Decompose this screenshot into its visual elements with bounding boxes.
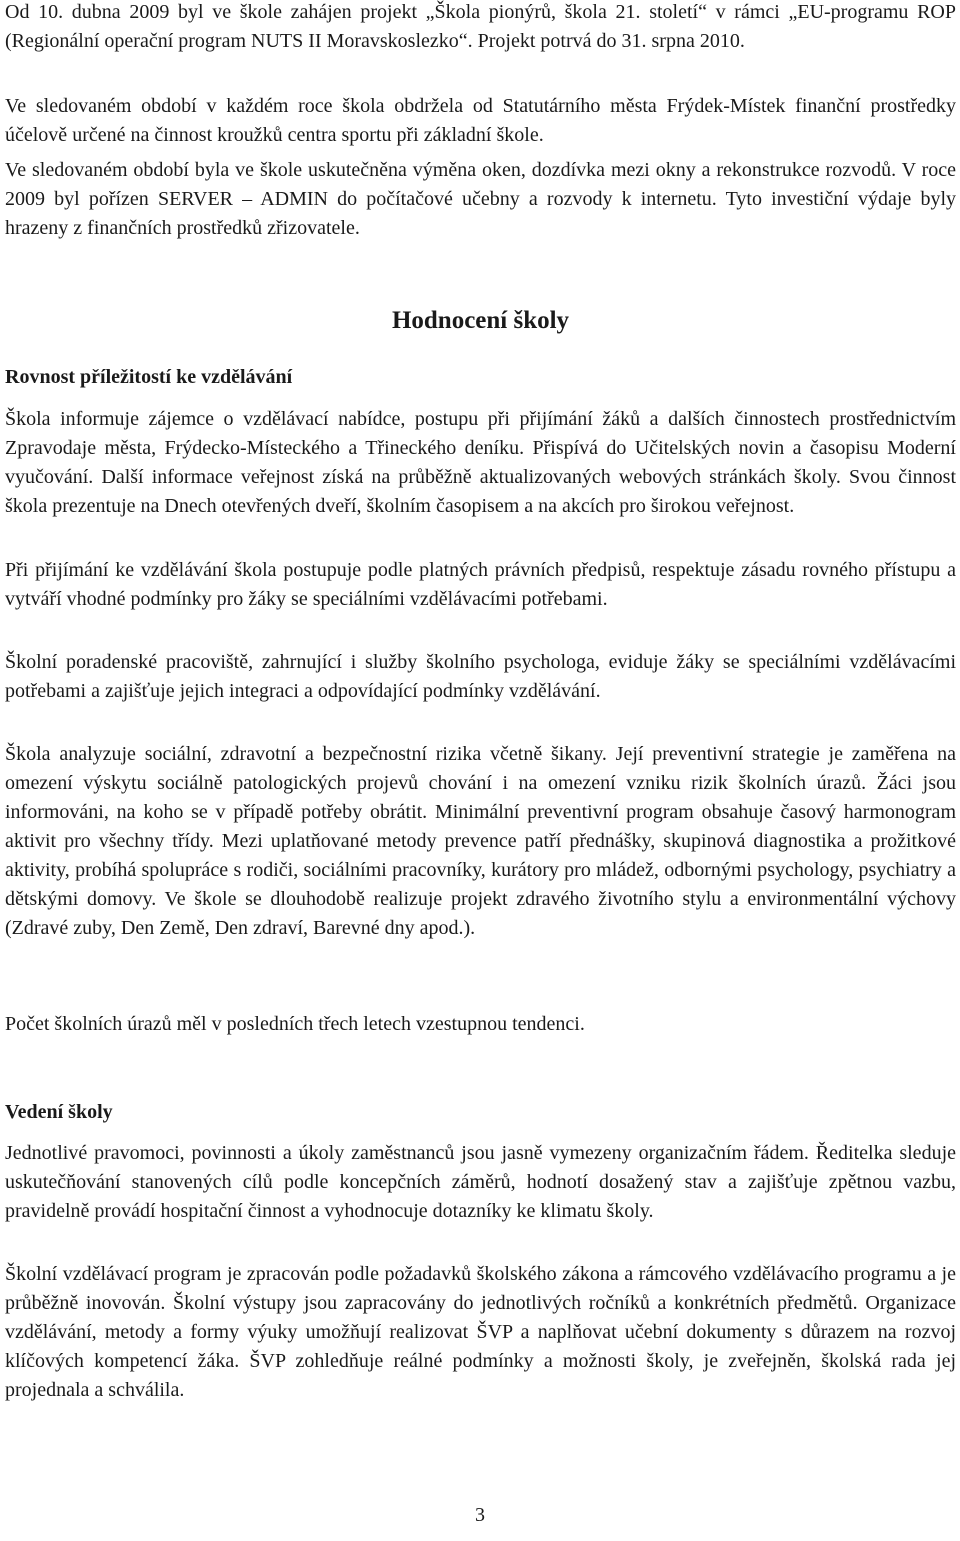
section-title-management: Vedení školy	[5, 1101, 113, 1123]
management-paragraph-curriculum: Školní vzdělávací program je zpracován podle požadavků školského zákona a rámcového vzdělávacího programu a je průběžně inovován. Školní výstupy jsou zapracovány do jednotlivých ročníků a konkrétních předmětů. Organizace vzdělávání, metody a formy výuky umožňují realizovat ŠVP a naplňovat učební dokumenty s důrazem na rozvoj klíčových kompetencí žáka. ŠVP zohledňuje reálné podmínky a možnosti školy, je zveřejněn, školská rada jej projednala a schválila.	[5, 1263, 956, 1401]
equality-paragraph-prevention: Škola analyzuje sociální, zdravotní a bezpečnostní rizika včetně šikany. Její preventivní strategie je zaměřena na omezení výskytu sociálně patologických projevů chování i na omezení vzniku rizik školních úrazů. Žáci jsou informováni, na koho se v případě potřeby obrátit. Minimální preventivní program obsahuje časový harmonogram aktivit pro všechny třídy. Mezi uplatňované metody prevence patří přednášky, skupinová diagnostika a prožitkové aktivity, probíhá spolupráce s rodiči, sociálními pracovníky, kurátory pro mládež, odbornými psychology, psychiatry a dětskými domovy. Ve škole se dlouhodobě realizuje projekt zdravého životního stylu a environmentální výchovy (Zdravé zuby, Den Země, Den zdraví, Barevné dny apod.).	[5, 743, 956, 939]
equality-paragraph-injuries: Počet školních úrazů měl v posledních třech letech vzestupnou tendenci.	[5, 1013, 585, 1035]
equality-paragraph-counseling: Školní poradenské pracoviště, zahrnující i služby školního psychologa, eviduje žáky se speciálními vzdělávacími potřebami a zajišťuje jejich integraci a odpovídající podmínky vzdělávání.	[5, 651, 956, 702]
intro-paragraph-investment: Ve sledovaném období byla ve škole uskutečněna výměna oken, dozdívka mezi okny a rekonstrukce rozvodů. V roce 2009 byl pořízen SERVER – ADMIN do počítačové učebny a rozvody k internetu. Tyto investiční výdaje byly hrazeny z finančních prostředků zřizovatele.	[5, 159, 956, 239]
equality-paragraph-information: Škola informuje zájemce o vzdělávací nabídce, postupu při přijímání žáků a dalších činnostech prostřednictvím Zpravodaje města, Frýdecko-Místeckého a Třineckého deníku. Přispívá do Učitelských novin a časopisu Moderní vyučování. Další informace veřejnost získá na průběžně aktualizovaných webových stránkách školy. Svou činnost škola prezentuje na Dnech otevřených dveří, školním časopisem a na akcích pro širokou veřejnost.	[5, 408, 956, 517]
intro-paragraph-project: Od 10. dubna 2009 byl ve škole zahájen projekt „Škola pionýrů, škola 21. století“ v rámci „EU-programu ROP (Regionální operační program NUTS II Moravskoslezko“. Projekt potrvá do 31. srpna 2010.	[5, 1, 956, 52]
main-heading: Hodnocení školy	[391, 307, 570, 334]
intro-paragraph-funding: Ve sledovaném období v každém roce škola obdržela od Statutárního města Frýdek-Místek finanční prostředky účelově určené na činnost kroužků centra sportu při základní škole.	[5, 95, 956, 146]
equality-paragraph-admission: Při přijímání ke vzdělávání škola postupuje podle platných právních předpisů, respektuje zásadu rovného přístupu a vytváří vhodné podmínky pro žáky se speciálními vzdělávacími potřebami.	[5, 559, 956, 610]
management-paragraph-responsibilities: Jednotlivé pravomoci, povinnosti a úkoly zaměstnanců jsou jasně vymezeny organizačním řádem. Ředitelka sleduje uskutečňování stanovených cílů podle koncepčních záměrů, hodnotí dosažený stav a zajišťuje zpětnou vazbu, pravidelně provádí hospitační činnost a vyhodnocuje dotazníky ke klimatu školy.	[5, 1142, 956, 1222]
section-title-equality: Rovnost příležitostí ke vzdělávání	[5, 366, 293, 388]
page-number: 3	[475, 1504, 485, 1526]
